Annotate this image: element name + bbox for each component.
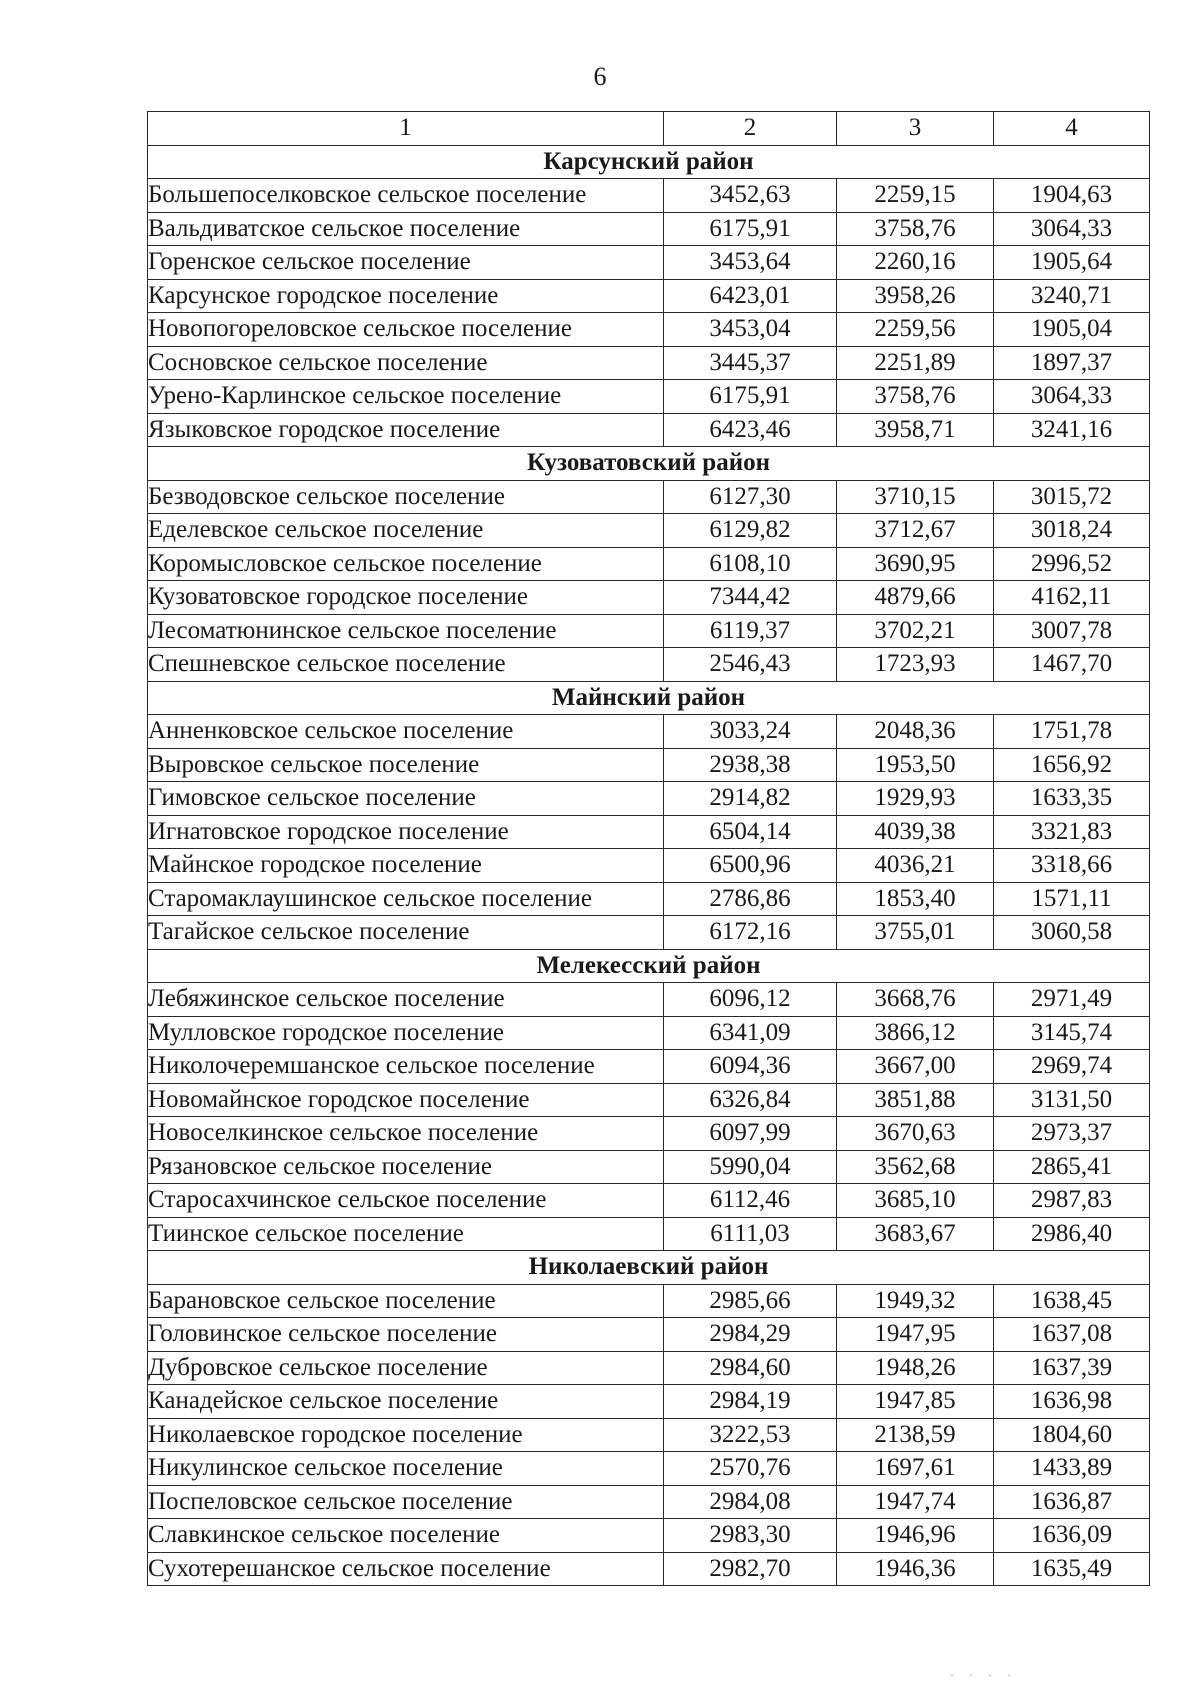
district-header-row <box>148 145 1150 179</box>
settlement-name-cell: Рязановское сельское поселение <box>148 1150 664 1184</box>
value-cell: 3667,00 <box>837 1050 994 1084</box>
value-cell: 4036,21 <box>837 849 994 883</box>
settlement-name-cell: Игнатовское городское поселение <box>148 815 664 849</box>
table-row <box>148 882 1150 916</box>
value-cell: 1947,95 <box>837 1318 994 1352</box>
value-cell: 3685,10 <box>837 1184 994 1218</box>
settlement-name-cell: Лебяжинское сельское поселение <box>148 983 664 1017</box>
district-header-row <box>148 949 1150 983</box>
table-row <box>148 246 1150 280</box>
value-cell: 3445,37 <box>664 346 837 380</box>
value-cell: 1946,36 <box>837 1552 994 1586</box>
table-row <box>148 346 1150 380</box>
page-number: 6 <box>593 62 607 91</box>
table-row <box>148 1016 1150 1050</box>
column-header: 4 <box>994 112 1150 146</box>
table-row <box>148 413 1150 447</box>
value-cell: 2973,37 <box>994 1117 1150 1151</box>
value-cell: 2984,60 <box>664 1351 837 1385</box>
value-cell: 3321,83 <box>994 815 1150 849</box>
value-cell: 1897,37 <box>994 346 1150 380</box>
value-cell: 3240,71 <box>994 279 1150 313</box>
value-cell: 2865,41 <box>994 1150 1150 1184</box>
table-row <box>148 480 1150 514</box>
table-row <box>148 1117 1150 1151</box>
value-cell: 3060,58 <box>994 916 1150 950</box>
value-cell: 3453,04 <box>664 313 837 347</box>
value-cell: 3131,50 <box>994 1083 1150 1117</box>
value-cell: 4039,38 <box>837 815 994 849</box>
settlement-name-cell: Кузоватовское городское поселение <box>148 581 664 615</box>
table-row <box>148 748 1150 782</box>
settlement-name-cell: Канадейское сельское поселение <box>148 1385 664 1419</box>
value-cell: 6175,91 <box>664 212 837 246</box>
table-row <box>148 514 1150 548</box>
value-cell: 3033,24 <box>664 715 837 749</box>
settlement-name-cell: Спешневское сельское поселение <box>148 648 664 682</box>
value-cell: 6341,09 <box>664 1016 837 1050</box>
value-cell: 3712,67 <box>837 514 994 548</box>
value-cell: 3668,76 <box>837 983 994 1017</box>
settlement-name-cell: Дубровское сельское поселение <box>148 1351 664 1385</box>
settlement-name-cell: Барановское сельское поселение <box>148 1284 664 1318</box>
value-cell: 6504,14 <box>664 815 837 849</box>
district-title: Майнский район <box>148 681 1150 715</box>
settlement-name-cell: Старомаклаушинское сельское поселение <box>148 882 664 916</box>
value-cell: 2786,86 <box>664 882 837 916</box>
settlement-name-cell: Гимовское сельское поселение <box>148 782 664 816</box>
district-title: Кузоватовский район <box>148 447 1150 481</box>
settlement-name-cell: Поспеловское сельское поселение <box>148 1485 664 1519</box>
table-row <box>148 1418 1150 1452</box>
value-cell: 1905,64 <box>994 246 1150 280</box>
value-cell: 1904,63 <box>994 179 1150 213</box>
value-cell: 3222,53 <box>664 1418 837 1452</box>
value-cell: 6326,84 <box>664 1083 837 1117</box>
value-cell: 1467,70 <box>994 648 1150 682</box>
settlement-name-cell: Головинское сельское поселение <box>148 1318 664 1352</box>
value-cell: 5990,04 <box>664 1150 837 1184</box>
value-cell: 6500,96 <box>664 849 837 883</box>
table-row <box>148 1385 1150 1419</box>
settlement-name-cell: Горенское сельское поселение <box>148 246 664 280</box>
table-row <box>148 581 1150 615</box>
district-title: Николаевский район <box>148 1251 1150 1285</box>
settlement-name-cell: Анненковское сельское поселение <box>148 715 664 749</box>
value-cell: 2259,15 <box>837 179 994 213</box>
table-row <box>148 916 1150 950</box>
table-row <box>148 1552 1150 1586</box>
settlement-name-cell: Новоселкинское сельское поселение <box>148 1117 664 1151</box>
table-row <box>148 1217 1150 1251</box>
settlement-name-cell: Новомайнское городское поселение <box>148 1083 664 1117</box>
value-cell: 3702,21 <box>837 614 994 648</box>
value-cell: 2048,36 <box>837 715 994 749</box>
value-cell: 4879,66 <box>837 581 994 615</box>
value-cell: 6129,82 <box>664 514 837 548</box>
value-cell: 2987,83 <box>994 1184 1150 1218</box>
value-cell: 3958,26 <box>837 279 994 313</box>
value-cell: 3064,33 <box>994 380 1150 414</box>
table-row <box>148 179 1150 213</box>
table-row <box>148 849 1150 883</box>
value-cell: 2251,89 <box>837 346 994 380</box>
table-header-row <box>148 112 1150 146</box>
value-cell: 2938,38 <box>664 748 837 782</box>
value-cell: 1637,08 <box>994 1318 1150 1352</box>
value-cell: 2570,76 <box>664 1452 837 1486</box>
table-row <box>148 1351 1150 1385</box>
column-header: 1 <box>148 112 664 146</box>
value-cell: 2969,74 <box>994 1050 1150 1084</box>
table-row <box>148 815 1150 849</box>
value-cell: 1433,89 <box>994 1452 1150 1486</box>
value-cell: 2546,43 <box>664 648 837 682</box>
value-cell: 3453,64 <box>664 246 837 280</box>
value-cell: 3015,72 <box>994 480 1150 514</box>
settlement-name-cell: Выровское сельское поселение <box>148 748 664 782</box>
value-cell: 1656,92 <box>994 748 1150 782</box>
value-cell: 1633,35 <box>994 782 1150 816</box>
column-header: 3 <box>837 112 994 146</box>
settlement-name-cell: Николаевское городское поселение <box>148 1418 664 1452</box>
table-row <box>148 1284 1150 1318</box>
value-cell: 2983,30 <box>664 1519 837 1553</box>
district-header-row <box>148 447 1150 481</box>
district-title: Карсунский район <box>148 145 1150 179</box>
value-cell: 2982,70 <box>664 1552 837 1586</box>
value-cell: 7344,42 <box>664 581 837 615</box>
settlement-name-cell: Вальдиватское сельское поселение <box>148 212 664 246</box>
value-cell: 1948,26 <box>837 1351 994 1385</box>
settlement-name-cell: Урено-Карлинское сельское поселение <box>148 380 664 414</box>
table-row <box>148 380 1150 414</box>
value-cell: 3007,78 <box>994 614 1150 648</box>
settlement-name-cell: Майнское городское поселение <box>148 849 664 883</box>
settlement-name-cell: Мулловское городское поселение <box>148 1016 664 1050</box>
settlement-name-cell: Тагайское сельское поселение <box>148 916 664 950</box>
value-cell: 1953,50 <box>837 748 994 782</box>
settlement-name-cell: Старосахчинское сельское поселение <box>148 1184 664 1218</box>
value-cell: 3670,63 <box>837 1117 994 1151</box>
value-cell: 6096,12 <box>664 983 837 1017</box>
value-cell: 2914,82 <box>664 782 837 816</box>
settlement-name-cell: Еделевское сельское поселение <box>148 514 664 548</box>
value-cell: 1723,93 <box>837 648 994 682</box>
settlements-table <box>147 111 1150 1586</box>
table-row <box>148 212 1150 246</box>
value-cell: 2259,56 <box>837 313 994 347</box>
table-row <box>148 313 1150 347</box>
value-cell: 1637,39 <box>994 1351 1150 1385</box>
value-cell: 1697,61 <box>837 1452 994 1486</box>
value-cell: 2985,66 <box>664 1284 837 1318</box>
settlement-name-cell: Сухотерешанское сельское поселение <box>148 1552 664 1586</box>
value-cell: 3851,88 <box>837 1083 994 1117</box>
table-row <box>148 1184 1150 1218</box>
value-cell: 6094,36 <box>664 1050 837 1084</box>
value-cell: 2984,29 <box>664 1318 837 1352</box>
value-cell: 1946,96 <box>837 1519 994 1553</box>
value-cell: 1638,45 <box>994 1284 1150 1318</box>
table-row <box>148 983 1150 1017</box>
value-cell: 6172,16 <box>664 916 837 950</box>
value-cell: 3064,33 <box>994 212 1150 246</box>
table-row <box>148 1519 1150 1553</box>
value-cell: 4162,11 <box>994 581 1150 615</box>
value-cell: 6127,30 <box>664 480 837 514</box>
value-cell: 6112,46 <box>664 1184 837 1218</box>
value-cell: 3755,01 <box>837 916 994 950</box>
value-cell: 3958,71 <box>837 413 994 447</box>
value-cell: 1947,74 <box>837 1485 994 1519</box>
value-cell: 1853,40 <box>837 882 994 916</box>
value-cell: 3683,67 <box>837 1217 994 1251</box>
table-row <box>148 1150 1150 1184</box>
value-cell: 3758,76 <box>837 212 994 246</box>
table-row <box>148 614 1150 648</box>
table-row <box>148 1485 1150 1519</box>
value-cell: 2984,08 <box>664 1485 837 1519</box>
table-row <box>148 1452 1150 1486</box>
value-cell: 6097,99 <box>664 1117 837 1151</box>
value-cell: 1929,93 <box>837 782 994 816</box>
district-header-row <box>148 1251 1150 1285</box>
value-cell: 6108,10 <box>664 547 837 581</box>
value-cell: 3690,95 <box>837 547 994 581</box>
settlement-name-cell: Языковское городское поселение <box>148 413 664 447</box>
value-cell: 2260,16 <box>837 246 994 280</box>
value-cell: 1751,78 <box>994 715 1150 749</box>
value-cell: 3145,74 <box>994 1016 1150 1050</box>
table-row <box>148 279 1150 313</box>
district-title: Мелекесский район <box>148 949 1150 983</box>
value-cell: 2971,49 <box>994 983 1150 1017</box>
settlement-name-cell: Большепоселковское сельское поселение <box>148 179 664 213</box>
settlement-name-cell: Николочеремшанское сельское поселение <box>148 1050 664 1084</box>
table-row <box>148 1050 1150 1084</box>
value-cell: 3866,12 <box>837 1016 994 1050</box>
value-cell: 3562,68 <box>837 1150 994 1184</box>
value-cell: 2986,40 <box>994 1217 1150 1251</box>
settlement-name-cell: Никулинское сельское поселение <box>148 1452 664 1486</box>
settlement-name-cell: Новопогореловское сельское поселение <box>148 313 664 347</box>
value-cell: 3241,16 <box>994 413 1150 447</box>
value-cell: 3758,76 <box>837 380 994 414</box>
value-cell: 1635,49 <box>994 1552 1150 1586</box>
settlement-name-cell: Безводовское сельское поселение <box>148 480 664 514</box>
value-cell: 6175,91 <box>664 380 837 414</box>
value-cell: 1905,04 <box>994 313 1150 347</box>
value-cell: 1636,87 <box>994 1485 1150 1519</box>
value-cell: 1949,32 <box>837 1284 994 1318</box>
table-row <box>148 547 1150 581</box>
value-cell: 6111,03 <box>664 1217 837 1251</box>
value-cell: 2984,19 <box>664 1385 837 1419</box>
value-cell: 3452,63 <box>664 179 837 213</box>
scan-artifact: · · · · <box>950 1668 1017 1682</box>
settlement-name-cell: Коромысловское сельское поселение <box>148 547 664 581</box>
value-cell: 1947,85 <box>837 1385 994 1419</box>
settlement-name-cell: Карсунское городское поселение <box>148 279 664 313</box>
value-cell: 1636,09 <box>994 1519 1150 1553</box>
district-header-row <box>148 681 1150 715</box>
table-row <box>148 715 1150 749</box>
value-cell: 1804,60 <box>994 1418 1150 1452</box>
settlement-name-cell: Тиинское сельское поселение <box>148 1217 664 1251</box>
table-row <box>148 1318 1150 1352</box>
settlement-name-cell: Лесоматюнинское сельское поселение <box>148 614 664 648</box>
value-cell: 6423,01 <box>664 279 837 313</box>
column-header: 2 <box>664 112 837 146</box>
value-cell: 3018,24 <box>994 514 1150 548</box>
value-cell: 3318,66 <box>994 849 1150 883</box>
value-cell: 6423,46 <box>664 413 837 447</box>
settlement-name-cell: Славкинское сельское поселение <box>148 1519 664 1553</box>
settlement-name-cell: Сосновское сельское поселение <box>148 346 664 380</box>
table-row <box>148 648 1150 682</box>
value-cell: 1636,98 <box>994 1385 1150 1419</box>
value-cell: 6119,37 <box>664 614 837 648</box>
table-row <box>148 1083 1150 1117</box>
value-cell: 2138,59 <box>837 1418 994 1452</box>
table-row <box>148 782 1150 816</box>
table-body <box>148 112 1150 1586</box>
value-cell: 2996,52 <box>994 547 1150 581</box>
value-cell: 3710,15 <box>837 480 994 514</box>
value-cell: 1571,11 <box>994 882 1150 916</box>
